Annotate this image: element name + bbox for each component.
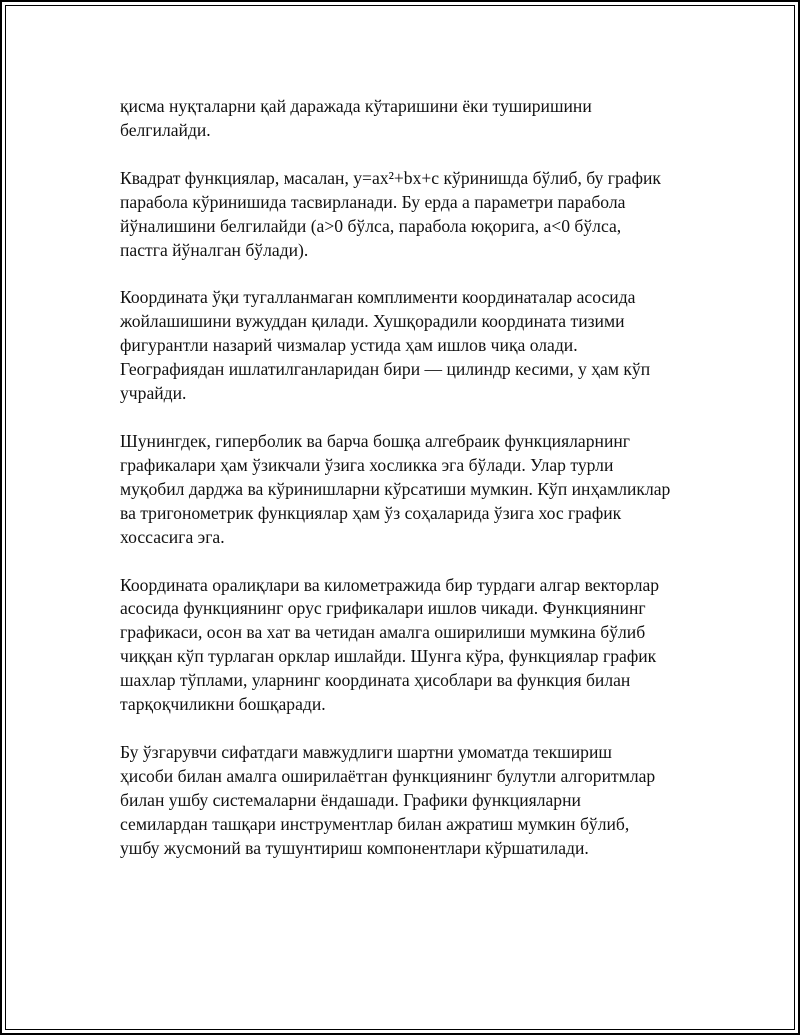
text-line: қисма нуқталарни қай даражада кўтаришини ёки туширишини (120, 96, 592, 116)
text-line: ҳисоби билан амалга оширилаётган функциянинг булутли алгоритмлар (120, 765, 656, 786)
text-line: йўналишини белгилайди (a>0 бўлса, парабола юқорига, a<0 бўлса, (120, 215, 622, 236)
text-line: Географиядан ишлатилганларидан бири — цилиндр кесими, у ҳам кўп (120, 359, 651, 380)
paragraph-6 (120, 741, 710, 861)
document-body (120, 95, 710, 884)
text-line: Квадрат функциялар, масалан, y=ax²+bx+c кўринишда бўлиб, бу график (120, 167, 661, 188)
text-line: муқобил дарджа ва кўринишларни кўрсатиши мумкин. Кўп инҳамликлар (120, 478, 671, 499)
text-line: жойлашишини вужуддан қилади. Хушқорадили координата тизими (120, 311, 625, 332)
text-line: тарқоқчиликни бошқаради. (120, 694, 326, 715)
text-line: чиққан кўп турлаган орклар ишлайди. Шунга кўра, функциялар график (120, 646, 657, 667)
paragraph-1 (120, 95, 710, 143)
paragraph-4 (120, 430, 710, 550)
text-line: билан ушбу системаларни ёндашади. Графики функцияларни (120, 789, 581, 810)
text-line: Координата оралиқлари ва километражида бир турдаги алгар векторлар (120, 574, 660, 595)
text-line: семилардан ташқари инструментлар билан ажратиш мумкин бўлиб, (120, 813, 630, 834)
text-line: ва тригонометрик функциялар ҳам ўз соҳаларида ўзига хос график (120, 502, 622, 523)
text-line: фигурантли назарий чизмалар устида ҳам ишлов чиқа олади. (120, 335, 578, 356)
text-line: пастга йўналган бўлади). (120, 239, 309, 260)
paragraph-2 (120, 167, 710, 263)
text-line: парабола кўринишида тасвирланади. Бу ерда a параметри парабола (120, 191, 626, 212)
text-line: шахлар тўплами, уларнинг координата ҳисоблари ва функция билан (120, 670, 631, 691)
text-line: хоссасига эга. (120, 526, 225, 547)
text-line: учрайди. (120, 383, 187, 404)
text-line: Шунингдек, гиперболик ва барча бошқа алгебраик функцияларнинг (120, 430, 631, 451)
text-line: графикалари ҳам ўзикчали ўзига хосликка эга бўлади. Улар турли (120, 454, 614, 475)
text-line: Координата ўқи тугалланмаган комплименти координаталар асосида (120, 287, 636, 308)
text-line: белгилайди. (120, 119, 211, 140)
text-line: Бу ўзгарувчи сифатдаги мавжудлиги шартни умоматда текшириш (120, 741, 612, 762)
paragraph-3 (120, 286, 710, 406)
paragraph-5 (120, 574, 710, 717)
text-line: ушбу жусмоний ва тушунтириш компонентлари кўршатилади. (120, 837, 589, 858)
text-line: графикаси, осон ва хат ва четидан амалга оширилиши мумкина бўлиб (120, 622, 646, 643)
text-line: асосида функциянинг орус грификалари ишлов чикади. Функциянинг (120, 598, 646, 619)
